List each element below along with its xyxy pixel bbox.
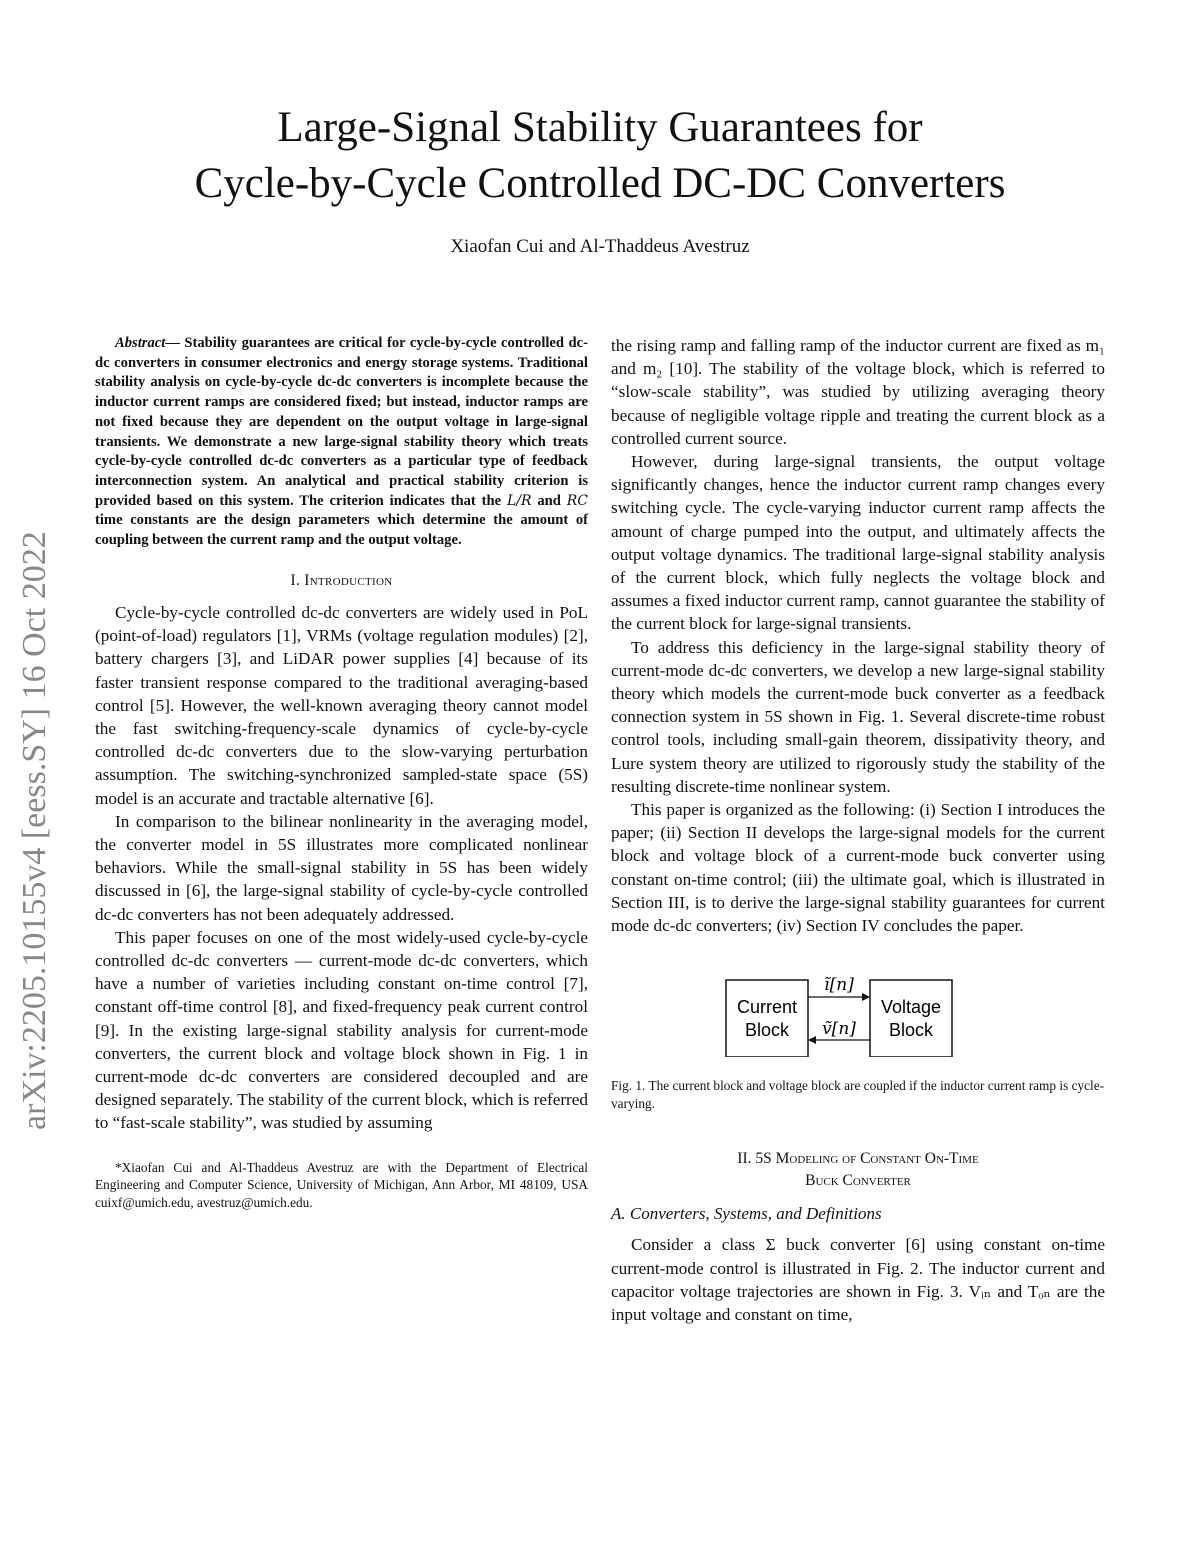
section-1-heading — [95, 569, 588, 592]
voltage-block-label-2: Block — [888, 1020, 934, 1041]
abstract — [95, 334, 588, 551]
section-2-title-2: Buck Converter — [805, 1172, 911, 1190]
title-line-1: Large-Signal Stability Guarantees for — [277, 104, 923, 151]
current-block-box — [726, 980, 808, 1057]
paragraph: In comparison to the bilinear nonlinearity in the averaging model, the converter model in 5S illustrates more complicated nonlinear behaviors. While the small-signal stability in 5S has been widely discussed in [6], the large-signal stability of cycle-by-cycle controlled dc-dc converters has not been adequately addressed. — [95, 811, 588, 924]
current-block-label-2: Block — [744, 1020, 790, 1041]
arxiv-identifier: arXiv:2205.10155v4 [eess.SY] 16 Oct 2022 — [16, 531, 53, 1130]
paragraph: This paper is organized as the following: (i) Section I introduces the paper; (ii) Section II develops the large-signal models for the current block and voltage block of a current-mode buck converter using constant on-time control; (iii) the ultimate goal, which is illustrated in Section III, is to derive the large-signal stability guarantees for current mode dc-dc converters; (iv) Section IV concludes the paper. — [611, 800, 1105, 936]
paragraph: Cycle-by-cycle controlled dc-dc converters are widely used in PoL (point-of-load) regulators [1], VRMs (voltage regulation modules) [2], battery chargers [3], and LiDAR power supplies [4] because of its faster transient response compared to the traditional averaging-based control [5]. However, the well-known averaging theory cannot model the fast switching-frequency-scale dynamics of cycle-by-cycle controlled dc-dc converters due to the slow-varying perturbation assumption. The switching-synchronized sampled-state space (5S) model is an accurate and tractable alternative [6]. — [95, 602, 588, 808]
paragraph: the rising ramp and falling ramp of the inductor current are fixed as m₁ and m₂ [10]. The stability of the voltage block, which is referred to “slow-scale stability”, was studied by utilizing averaging theory because of negligible voltage ripple and treating the current block as a controlled current source. — [611, 336, 1105, 448]
voltage-block-box — [870, 980, 952, 1057]
figure-1-caption: Fig. 1. The current block and voltage block are coupled if the inductor current ramp is cycle-varying. — [611, 1078, 1105, 1111]
title-line-2: Cycle-by-Cycle Controlled DC-DC Converters — [194, 160, 1006, 207]
forward-arrowhead — [862, 993, 870, 1001]
abstract-math-2: RC — [566, 492, 589, 509]
footnote: *Xiaofan Cui and Al-Thaddeus Avestruz are with the Department of Electrical Engineering and Computer Science, University of Michigan, Ann Arbor, MI 48109, USA cuixf@umich.edu, avestruz@umich.edu. — [95, 1159, 588, 1210]
right-column — [611, 334, 1105, 1326]
section-2-title-1: 5S Modeling of Constant On-Time — [755, 1150, 979, 1168]
paragraph: To address this deficiency in the large-signal stability theory of current-mode dc-dc converters, we develop a new large-signal stability theory which models the current-mode buck converter as a feedback connection system in 5S shown in Fig. 1. Several discrete-time robust control tools, including small-gain theorem, dissipativity theory, and Lure system theory are utilized to rigorously study the stability of the resulting discrete-time nonlinear system. — [611, 637, 1105, 796]
signal-v-label: ṽ[n] — [822, 1019, 856, 1040]
left-column — [95, 334, 588, 1211]
abstract-lead: Abstract — [115, 335, 166, 351]
abstract-text-3: time constants are the design parameters which determine the amount of coupling between the current ramp and the output voltage. — [95, 512, 588, 549]
abstract-math-1: L/R — [506, 492, 532, 509]
voltage-block-label-1: Voltage — [880, 997, 942, 1018]
figure-1 — [611, 957, 1105, 1057]
signal-i-label: ĩ[n] — [824, 975, 854, 996]
section-2-line-1 — [611, 1148, 1105, 1170]
subsection-a-heading: A. Converters, Systems, and Definitions — [611, 1204, 882, 1224]
abstract-text-1: — Stability guarantees are critical for cycle-by-cycle controlled dc-dc converters in consumer electronics and energy storage systems. Traditional stability analysis on cycle-by-cycle dc-dc converters is incomplete because the inductor current ramps are considered fixed; but instead, inductor ramps are not fixed because they are dependent on the output voltage in large-signal transients. We demonstrate a new large-signal stability theory which treats cycle-by-cycle controlled dc-dc converters as a particular type of feedback interconnection system. An analytical and practical stability criterion is provided based on this system. The criterion indicates that the — [95, 335, 588, 509]
block-diagram — [611, 957, 1105, 1057]
authors: Xiaofan Cui and Al-Thaddeus Avestruz — [450, 236, 750, 257]
paragraph: However, during large-signal transients, the output voltage significantly changes, hence the inductor current ramp changes every switching cycle. The cycle-varying inductor current ramp affects the amount of charge pumped into the output, and ultimately affects the output voltage dynamics. The traditional large-signal stability analysis of the current block, which fully neglects the voltage block and assumes a fixed inductor current ramp, cannot guarantee the stability of the current block for large-signal transients. — [611, 452, 1105, 634]
paragraph: This paper focuses on one of the most widely-used cycle-by-cycle controlled dc-dc converters — current-mode dc-dc converters, which have a number of varieties including constant on-time control [7], constant off-time control [8], and fixed-frequency peak current control [9]. In the existing large-signal stability analysis for current-mode converters, the current block and voltage block shown in Fig. 1 in current-mode dc-dc converters are considered decoupled and are designed separately. The stability of the current block, which is referred to “fast-scale stability”, was studied by assuming — [95, 927, 589, 1133]
section-1-number: I. — [290, 571, 305, 589]
abstract-text-2: and — [531, 492, 567, 509]
section-2-number: II. — [737, 1150, 756, 1168]
feedback-arrowhead — [808, 1036, 816, 1044]
current-block-label-1: Current — [736, 997, 798, 1018]
section-2-heading — [611, 1148, 1105, 1192]
paper-title — [0, 100, 1200, 212]
section-1-title: Introduction — [304, 571, 393, 589]
paragraph: Consider a class Σ buck converter [6] using constant on-time current-mode control is illustrated in Fig. 2. The inductor current and capacitor voltage trajectories are shown in Fig. 3. Vᵢₙ and Tₒₙ are the input voltage and constant on time, — [611, 1235, 1105, 1325]
